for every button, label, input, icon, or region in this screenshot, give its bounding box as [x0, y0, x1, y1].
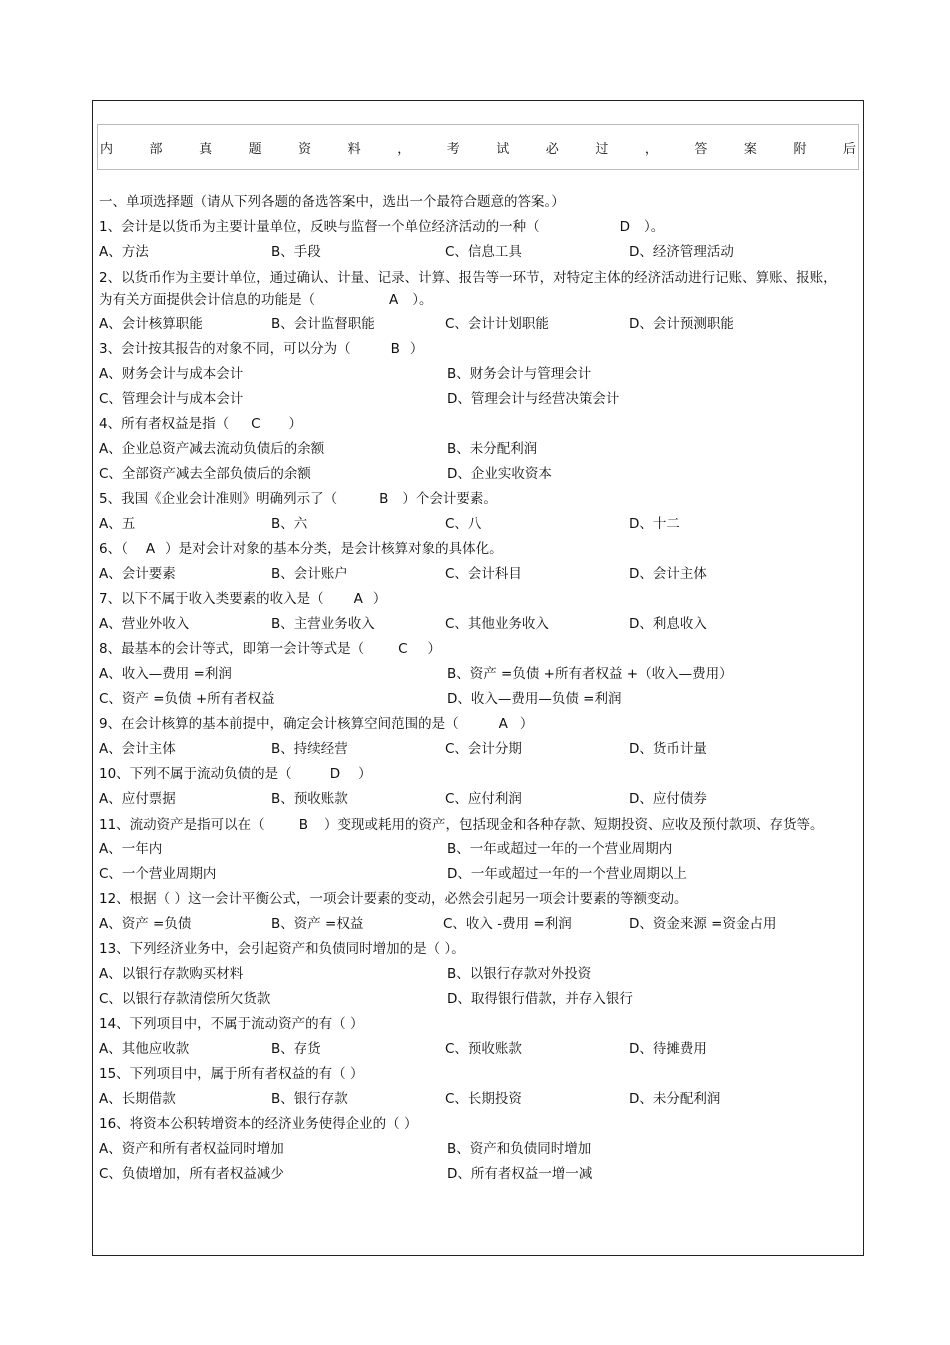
option-d: D、一年或超过一年的一个营业周期以上	[447, 866, 687, 882]
option-d: D、企业实收资本	[447, 466, 552, 482]
answer-2: A	[389, 292, 399, 308]
header-char: 资	[298, 141, 312, 157]
answer-7: A	[353, 591, 363, 607]
option-c: C、以银行存款清偿所欠货款	[99, 991, 271, 1007]
option-a: A、长期借款	[99, 1091, 176, 1107]
option-a: A、资产 =负债	[99, 916, 192, 932]
option-a: A、营业外收入	[99, 616, 190, 632]
option-b: B、资产和负债同时增加	[447, 1141, 592, 1157]
option-c: C、负债增加，所有者权益减少	[99, 1166, 284, 1182]
options-16a	[99, 1137, 839, 1162]
option-b: B、一年或超过一年的一个营业周期内	[447, 841, 673, 857]
options-3b	[99, 387, 839, 412]
option-b: B、会计监督职能	[271, 316, 375, 332]
question-6: 6、（ A ）是对会计对象的基本分类，是会计核算对象的具体化。	[99, 537, 839, 562]
options-13b	[99, 987, 839, 1012]
answer-4: C	[251, 416, 261, 432]
option-b: B、资产 =权益	[271, 916, 364, 932]
options-3a	[99, 362, 839, 387]
question-8: 8、最基本的会计等式，即第一会计等式是（ C ）	[99, 637, 839, 662]
option-d: D、货币计量	[629, 741, 707, 757]
question-4: 4、所有者权益是指（ C ）	[99, 412, 839, 437]
option-b: B、未分配利润	[447, 441, 538, 457]
option-c: C、资产 =负债 +所有者权益	[99, 691, 275, 707]
header-char: 过	[595, 141, 609, 157]
option-d: D、应付债券	[629, 791, 707, 807]
option-a: A、企业总资产减去流动负债后的余额	[99, 441, 325, 457]
option-d: D、管理会计与经营决策会计	[447, 391, 620, 407]
question-10: 10、下列不属于流动负债的是（ D ）	[99, 762, 839, 787]
option-d: D、待摊费用	[629, 1041, 707, 1057]
options-13a	[99, 962, 839, 987]
question-3: 3、会计按其报告的对象不同，可以分为（ B ）	[99, 337, 839, 362]
option-a: A、以银行存款购买材料	[99, 966, 244, 982]
options-15	[99, 1087, 839, 1112]
option-a: A、应付票据	[99, 791, 176, 807]
header-char: 答	[694, 141, 708, 157]
options-11b	[99, 862, 839, 887]
question-11: 11、流动资产是指可以在（ B ）变现或耗用的资产，包括现金和各种存款、短期投资、应收及预付款项、存货等。	[99, 814, 839, 836]
option-c: C、预收账款	[445, 1041, 522, 1057]
header-char: ，	[644, 141, 658, 157]
answer-8: C	[398, 641, 408, 657]
question-5: 5、我国《企业会计准则》明确列示了（ B ）个会计要素。	[99, 487, 839, 512]
question-14: 14、下列项目中，不属于流动资产的有（ ）	[99, 1016, 364, 1032]
option-a: A、收入—费用 =利润	[99, 666, 232, 682]
option-c: C、会计计划职能	[445, 316, 549, 332]
question-2: 2、以货币作为主要计单位，通过确认、计量、记录、计算、报告等一环节，对特定主体的经济活动进行记账、算账、报账，为有关方面提供会计信息的功能是（ A ）。	[99, 267, 839, 311]
question-9: 9、在会计核算的基本前提中，确定会计核算空间范围的是（ A ）	[99, 712, 839, 737]
header-banner	[97, 124, 859, 170]
option-c: C、八	[445, 516, 482, 532]
option-b: B、手段	[271, 244, 321, 260]
option-d: D、取得银行借款，并存入银行	[447, 991, 633, 1007]
answer-1: D	[619, 219, 630, 235]
options-5	[99, 512, 839, 537]
answer-3: B	[390, 341, 400, 357]
option-d: D、经济管理活动	[629, 244, 734, 260]
option-c: C、会计分期	[445, 741, 522, 757]
option-d: D、会计预测职能	[629, 316, 734, 332]
header-char: 题	[248, 141, 262, 157]
option-a: A、资产和所有者权益同时增加	[99, 1141, 284, 1157]
header-char: 料	[347, 141, 361, 157]
option-d: D、所有者权益一增一减	[447, 1166, 593, 1182]
options-8a	[99, 662, 839, 687]
option-c: C、一个营业周期内	[99, 866, 217, 882]
header-char: ，	[397, 141, 411, 157]
option-d: D、利息收入	[629, 616, 707, 632]
answer-11: B	[298, 817, 308, 833]
options-16b	[99, 1162, 839, 1187]
question-16: 16、将资本公积转增资本的经济业务使得企业的（ ）	[99, 1116, 418, 1132]
header-char: 后	[842, 141, 856, 157]
options-8b	[99, 687, 839, 712]
option-c: C、会计科目	[445, 566, 522, 582]
option-b: B、六	[271, 516, 308, 532]
option-d: D、收入—费用—负债 =利润	[447, 691, 622, 707]
options-6	[99, 562, 839, 587]
options-11a	[99, 837, 839, 862]
option-d: D、未分配利润	[629, 1091, 721, 1107]
option-c: C、收入 -费用 =利润	[443, 916, 572, 932]
option-a: A、会计主体	[99, 741, 176, 757]
option-c: C、其他业务收入	[445, 616, 549, 632]
options-10	[99, 787, 839, 812]
option-a: A、五	[99, 516, 136, 532]
option-b: B、持续经营	[271, 741, 348, 757]
options-12	[99, 912, 839, 937]
options-7	[99, 612, 839, 637]
option-b: B、银行存款	[271, 1091, 348, 1107]
header-char: 部	[149, 141, 163, 157]
header-char: 案	[743, 141, 757, 157]
option-d: D、十二	[629, 516, 680, 532]
option-a: A、财务会计与成本会计	[99, 366, 244, 382]
options-2	[99, 312, 839, 337]
question-15: 15、下列项目中，属于所有者权益的有（ ）	[99, 1066, 364, 1082]
option-a: A、会计要素	[99, 566, 176, 582]
answer-5: B	[379, 491, 389, 507]
answer-6: A	[145, 541, 156, 557]
header-char: 附	[793, 141, 807, 157]
answer-9: A	[498, 716, 508, 732]
question-1: 1、会计是以货币为主要计量单位，反映与监督一个单位经济活动的一种（ D ）。	[99, 215, 839, 240]
section-title: 一、单项选择题（请从下列各题的备选答案中，选出一个最符合题意的答案。）	[99, 194, 565, 210]
options-4a	[99, 437, 839, 462]
question-7: 7、以下不属于收入类要素的收入是（ A ）	[99, 587, 839, 612]
header-char: 必	[545, 141, 559, 157]
option-a: A、一年内	[99, 841, 163, 857]
option-a: A、其他应收款	[99, 1041, 190, 1057]
option-a: A、会计核算职能	[99, 316, 203, 332]
option-b: B、会计账户	[271, 566, 348, 582]
options-1	[99, 240, 839, 265]
option-c: C、应付利润	[445, 791, 522, 807]
options-4b	[99, 462, 839, 487]
option-b: B、财务会计与管理会计	[447, 366, 592, 382]
option-c: C、信息工具	[445, 244, 522, 260]
options-14	[99, 1037, 839, 1062]
option-a: A、方法	[99, 244, 149, 260]
option-b: B、存货	[271, 1041, 321, 1057]
header-char: 试	[496, 141, 510, 157]
option-b: B、预收账款	[271, 791, 348, 807]
option-b: B、以银行存款对外投资	[447, 966, 592, 982]
question-12: 12、根据（ ）这一会计平衡公式，一项会计要素的变动，必然会引起另一项会计要素的等额变动。	[99, 891, 688, 907]
answer-10: D	[329, 766, 341, 782]
header-char: 考	[446, 141, 460, 157]
option-d: D、会计主体	[629, 566, 707, 582]
options-9	[99, 737, 839, 762]
question-list	[99, 190, 839, 1187]
header-char: 真	[199, 141, 213, 157]
option-c: C、管理会计与成本会计	[99, 391, 244, 407]
option-b: B、主营业务收入	[271, 616, 375, 632]
option-c: C、长期投资	[445, 1091, 522, 1107]
option-b: B、资产 =负债 +所有者权益 +（收入—费用）	[447, 666, 733, 682]
question-13: 13、下列经济业务中，会引起资产和负债同时增加的是（ ）。	[99, 941, 465, 957]
option-d: D、资金来源 =资金占用	[629, 916, 777, 932]
option-c: C、全部资产减去全部负债后的余额	[99, 466, 311, 482]
header-char: 内	[100, 141, 114, 157]
